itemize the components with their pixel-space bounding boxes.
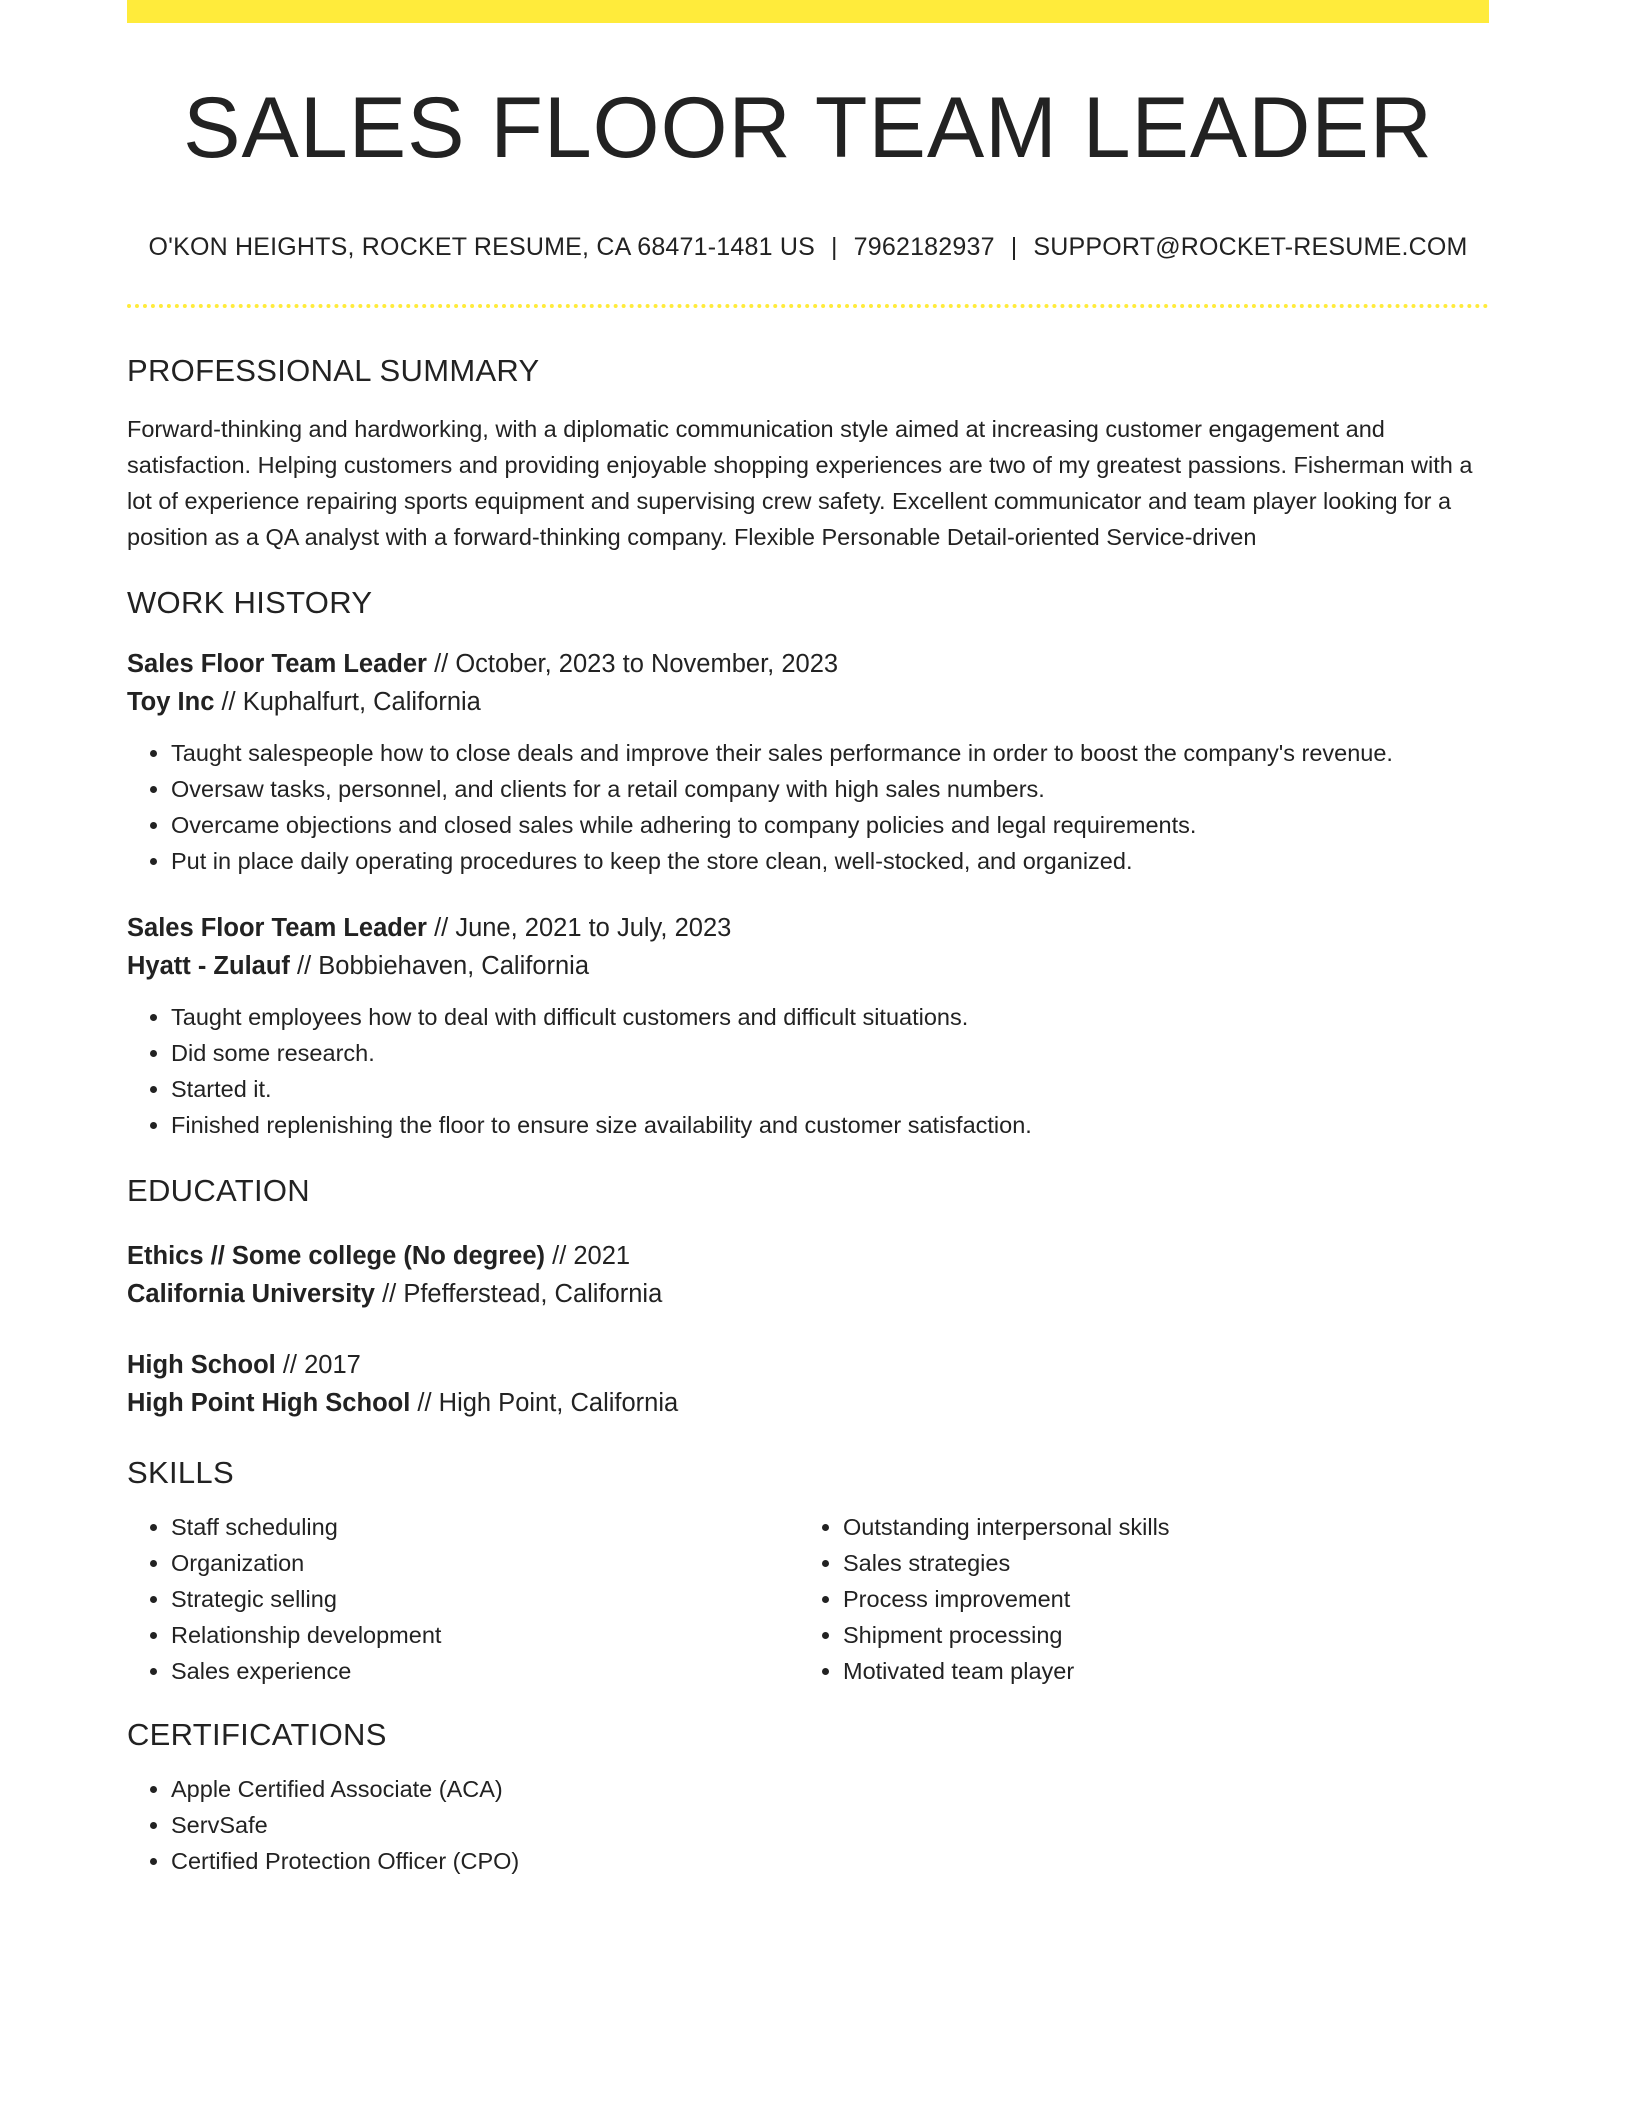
job-location: // Kuphalfurt, California (214, 688, 481, 717)
contact-separator: | (830, 233, 838, 262)
job-dates: // October, 2023 to November, 2023 (426, 650, 839, 679)
list-item: • Taught employees how to deal with difficult customers and difficult situations. (171, 999, 1489, 1035)
contact-address: O'KON HEIGHTS, ROCKET RESUME, CA 68471-1481 US (148, 233, 815, 262)
summary-heading: PROFESSIONAL SUMMARY (127, 353, 540, 389)
list-item: • Process improvement (843, 1581, 1471, 1617)
education-entry (127, 1237, 1489, 1313)
education-degree: High School (127, 1351, 276, 1380)
list-item: • Taught salespeople how to close deals and improve their sales performance in order to boost the company's revenue. (171, 735, 1489, 771)
list-item: • Relationship development (171, 1617, 799, 1653)
skills-right-column (799, 1509, 1471, 1689)
list-item: • Oversaw tasks, personnel, and clients for a retail company with high sales numbers. (171, 771, 1489, 807)
job-entry (127, 909, 1489, 1143)
job-title-line (127, 645, 1489, 683)
accent-bar (127, 0, 1489, 23)
education-year: // 2021 (545, 1242, 631, 1271)
list-item: • Outstanding interpersonal skills (843, 1509, 1471, 1545)
dotted-divider (127, 304, 1489, 308)
contact-phone: 7962182937 (853, 233, 995, 262)
education-entry (127, 1346, 1489, 1422)
job-title-line (127, 909, 1489, 947)
list-item: • Strategic selling (171, 1581, 799, 1617)
skills-grid (127, 1509, 1489, 1689)
education-degree: Ethics // Some college (No degree) (127, 1242, 546, 1271)
list-item: • Staff scheduling (171, 1509, 799, 1545)
list-item: • Certified Protection Officer (CPO) (171, 1843, 1489, 1879)
list-item: • Sales experience (171, 1653, 799, 1689)
education-degree-line (127, 1346, 1489, 1384)
resume-page (127, 0, 1489, 1879)
education-school-line (127, 1275, 1489, 1313)
list-item: • Shipment processing (843, 1617, 1471, 1653)
certifications-list (127, 1771, 1489, 1879)
list-item: • Sales strategies (843, 1545, 1471, 1581)
summary-text: Forward-thinking and hardworking, with a diplomatic communication style aimed at increasing customer engagement and satisfaction. Helping customers and providing enjoyable shopping experiences are two of my greatest passions. Fisherman with a lot of experience repairing sports equipment and supervising crew safety. Excellent communicator and team player looking for a position as a QA analyst with a forward-thinking company. Flexible Personable Detail-oriented Service-driven (127, 416, 1473, 551)
certifications-heading: CERTIFICATIONS (127, 1717, 387, 1753)
list-item: • Organization (171, 1545, 799, 1581)
education-year: // 2017 (275, 1351, 361, 1380)
work-history-heading: WORK HISTORY (127, 585, 373, 621)
list-item: • Put in place daily operating procedures to keep the store clean, well-stocked, and organized. (171, 843, 1489, 879)
job-company: Hyatt - Zulauf (127, 952, 290, 981)
list-item: • Overcame objections and closed sales while adhering to company policies and legal requirements. (171, 807, 1489, 843)
list-item: • Started it. (171, 1071, 1489, 1107)
job-dates: // June, 2021 to July, 2023 (426, 914, 732, 943)
list-item: • Did some research. (171, 1035, 1489, 1071)
job-company-line (127, 947, 1489, 985)
job-bullets (127, 999, 1489, 1143)
skills-left-column (127, 1509, 799, 1689)
contact-separator: | (1010, 233, 1018, 262)
education-school-line (127, 1384, 1489, 1422)
list-item: • Apple Certified Associate (ACA) (171, 1771, 1489, 1807)
contact-email: SUPPORT@ROCKET-RESUME.COM (1033, 233, 1468, 262)
contact-line (127, 233, 1489, 262)
job-company: Toy Inc (127, 688, 215, 717)
education-degree-line (127, 1237, 1489, 1275)
job-role: Sales Floor Team Leader (127, 650, 427, 679)
job-bullets (127, 735, 1489, 879)
list-item: • Finished replenishing the floor to ensure size availability and customer satisfaction. (171, 1107, 1489, 1143)
job-role: Sales Floor Team Leader (127, 914, 427, 943)
resume-title: SALES FLOOR TEAM LEADER (183, 80, 1433, 176)
education-school: California University (127, 1280, 375, 1309)
job-company-line (127, 683, 1489, 721)
education-location: // High Point, California (410, 1389, 679, 1418)
job-location: // Bobbiehaven, California (289, 952, 590, 981)
skills-heading: SKILLS (127, 1455, 234, 1491)
list-item: • Motivated team player (843, 1653, 1471, 1689)
list-item: • ServSafe (171, 1807, 1489, 1843)
education-heading: EDUCATION (127, 1173, 310, 1209)
education-location: // Pfefferstead, California (375, 1280, 663, 1309)
job-entry (127, 645, 1489, 879)
education-school: High Point High School (127, 1389, 411, 1418)
